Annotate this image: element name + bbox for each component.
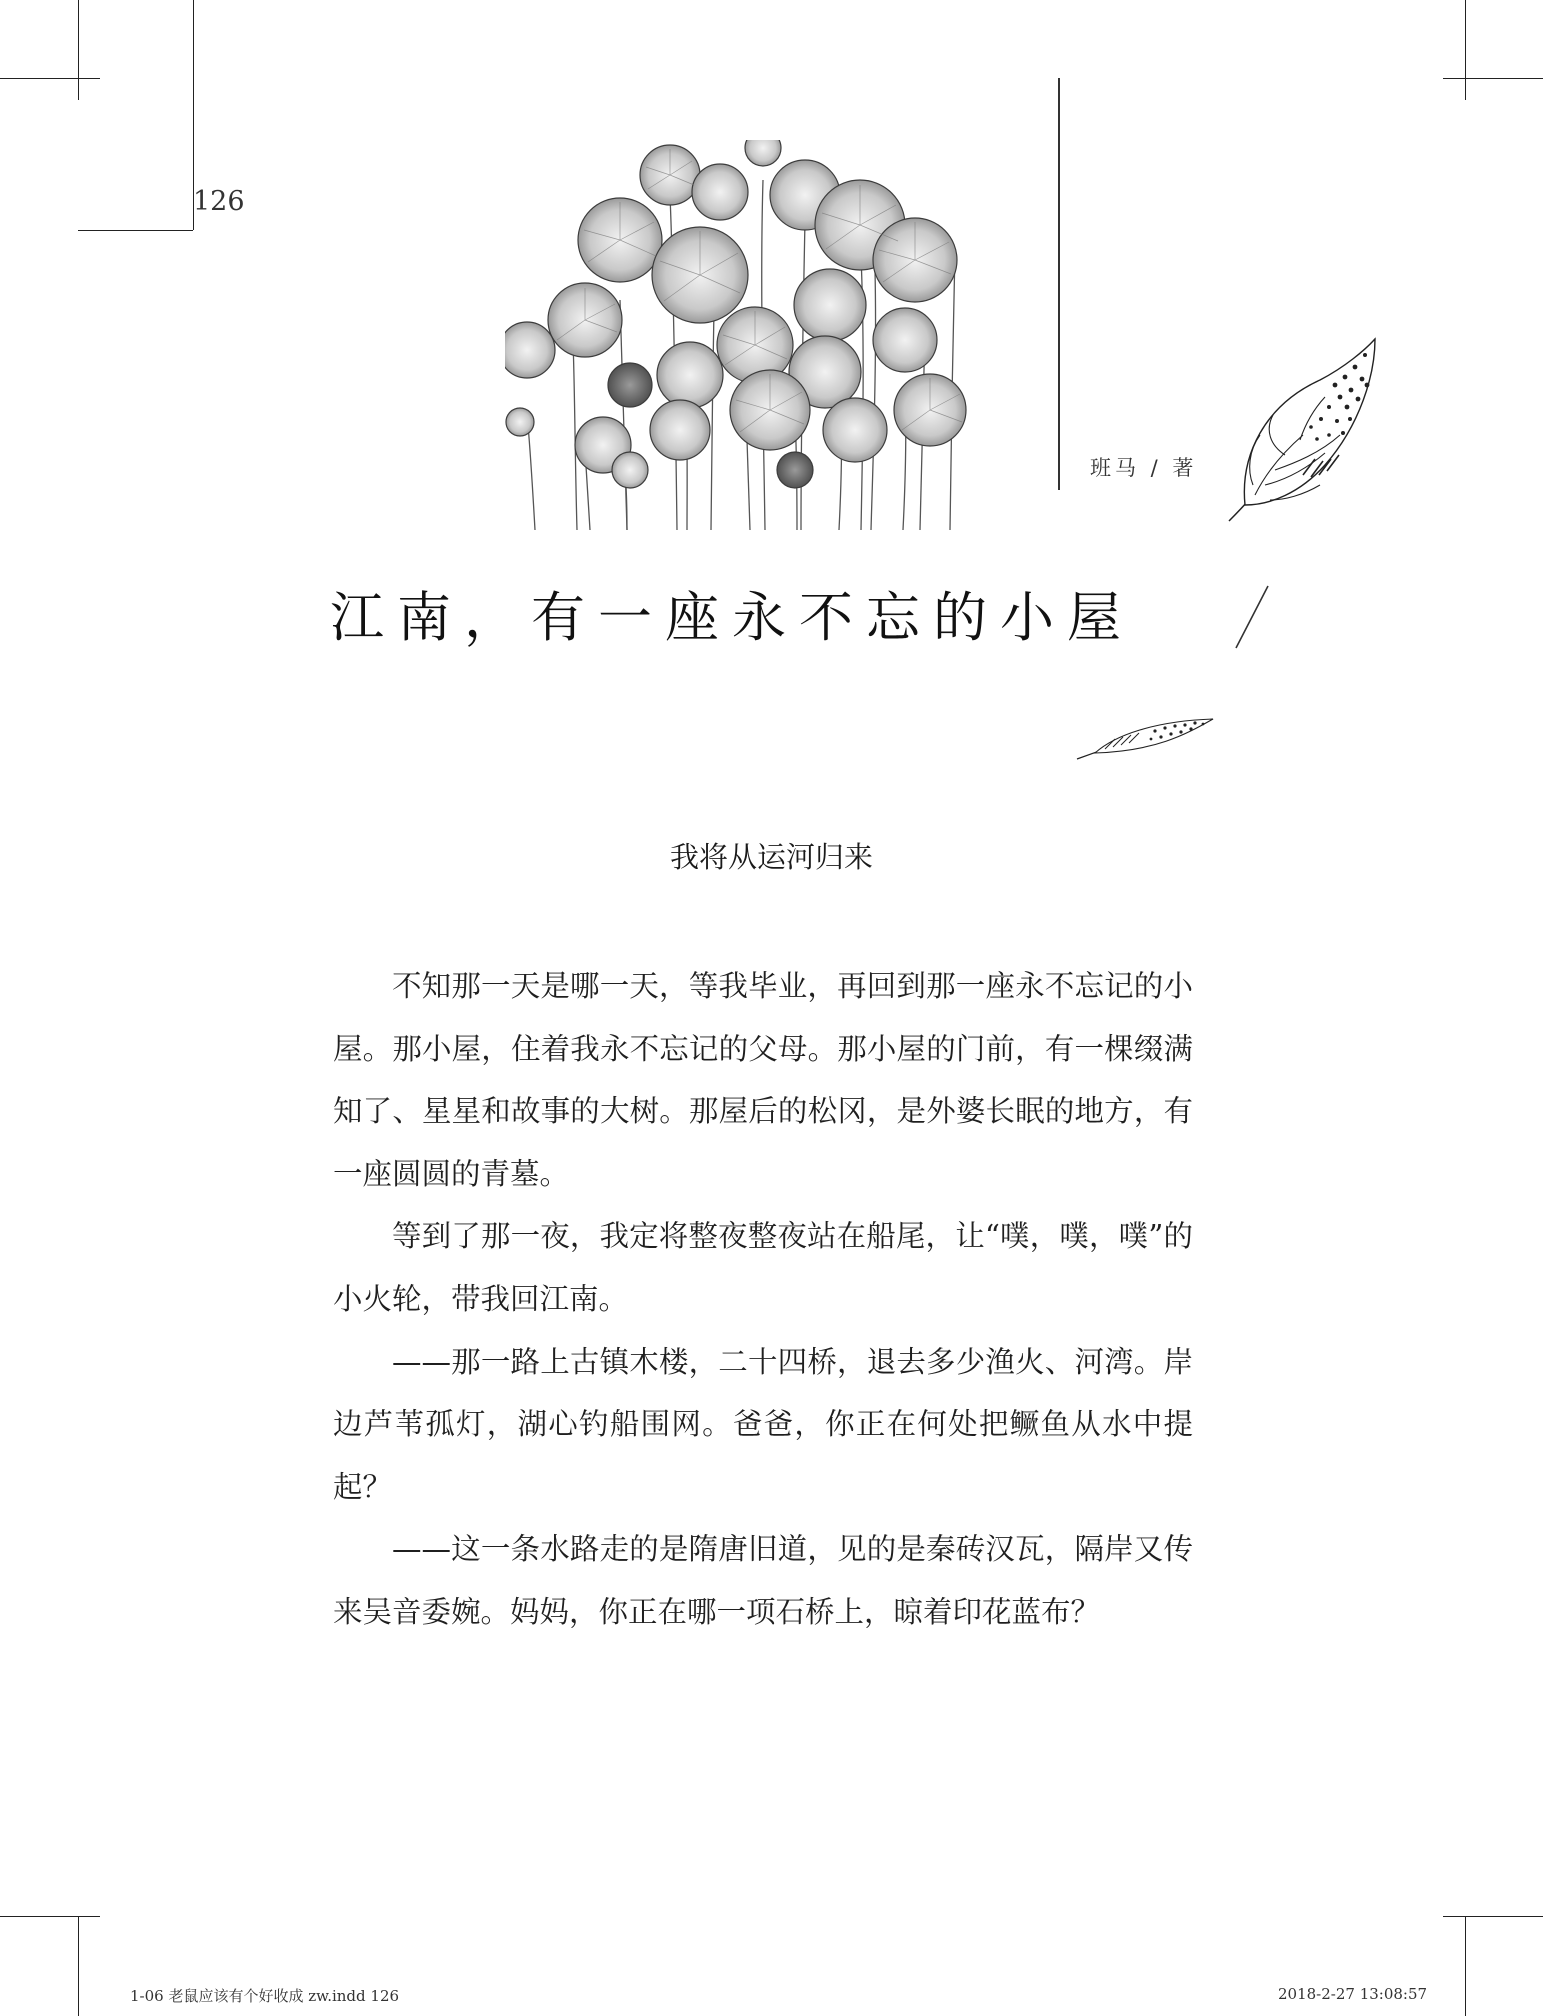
page-title: 江南，有一座永不忘的小屋: [330, 586, 1134, 649]
slug-file-info: 1-06 老鼠应该有个好收成 zw.indd 126: [130, 1987, 400, 2005]
author-credit: 班马 / 著: [1090, 456, 1198, 480]
slug-timestamp: 2018-2-27 13:08:57: [1278, 1985, 1428, 2003]
small-feather-icon: [1075, 715, 1215, 763]
paragraph: 等到了那一夜，我定将整夜整夜站在船尾，让“噗，噗，噗”的小火轮，带我回江南。: [333, 1219, 1193, 1316]
paragraph: ——这一条水路走的是隋唐旧道，见的是秦砖汉瓦，隔岸又传来吴音委婉。妈妈，你正在哪一项石桥上，晾着印花蓝布？: [333, 1532, 1193, 1629]
section-heading: 我将从运河归来: [669, 840, 873, 874]
feather-icon: [1225, 335, 1380, 525]
body-text: [333, 955, 1193, 1644]
author-divider: [1058, 78, 1060, 490]
paragraph: 不知那一天是哪一天，等我毕业，再回到那一座永不忘记的小屋。那小屋，住着我永不忘记的父母。那小屋的门前，有一棵缀满知了、星星和故事的大树。那屋后的松冈，是外婆长眠的地方，有一座圆圆的青墓。: [333, 969, 1193, 1191]
paragraph: ——那一路上古镇木楼，二十四桥，退去多少渔火、河湾。岸边芦苇孤灯，湖心钓船围网。爸爸，你正在何处把鳜鱼从水中提起？: [333, 1344, 1193, 1504]
plant-sketch-illustration: [505, 140, 1050, 535]
page-number: 126: [193, 186, 245, 217]
title-slash-ornament: [1232, 582, 1272, 652]
